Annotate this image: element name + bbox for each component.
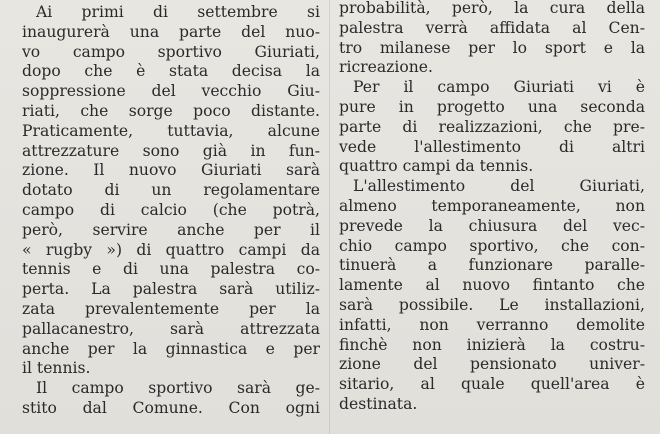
text-line: probabilità, però, la cura della (339, 0, 645, 17)
text-line: però, servire anche per il (22, 220, 320, 239)
text-line: vo campo sportivo Giuriati, (22, 42, 320, 61)
text-line: parte di realizzazioni, che pre- (339, 117, 645, 136)
text-line: sarà possibile. Le installazioni, (339, 295, 645, 314)
text-line: pure in progetto una seconda (339, 97, 645, 116)
text-line: vede l'allestimento di altri (339, 137, 645, 156)
text-line: Per il campo Giuriati vi è (353, 78, 645, 97)
text-line: quattro campi da tennis. (339, 157, 534, 176)
text-line: pallacanestro, sarà attrezzata (22, 319, 320, 338)
text-line: anche per la ginnastica e per (22, 339, 320, 358)
text-line: zione. Il nuovo Giuriati sarà (22, 161, 320, 180)
text-line: lamente al nuovo fintanto che (339, 276, 645, 295)
text-line: ricreazione. (339, 58, 433, 77)
text-line: perta. La palestra sarà utiliz- (22, 280, 320, 299)
paragraph (22, 3, 320, 379)
text-line: zione del pensionato univer- (339, 355, 645, 374)
text-line: tennis e di una palestra co- (22, 260, 320, 279)
text-line: infatti, non verranno demolite (339, 315, 645, 334)
text-line: almeno temporaneamente, non (339, 196, 645, 215)
article-column-left (22, 0, 320, 419)
text-line: Il campo sportivo sarà ge- (36, 379, 320, 398)
text-line: stito dal Comune. Con ogni (22, 398, 320, 417)
paragraph (22, 379, 320, 419)
text-line: chio campo sportivo, che con- (339, 236, 645, 255)
text-line: zata prevalentemente per la (22, 299, 320, 318)
text-line: « rugby ») di quattro campi da (22, 240, 320, 259)
paragraph (339, 78, 645, 177)
text-line: finchè non inizierà la costru- (339, 335, 645, 354)
text-line: inaugurerà una parte del nuo- (22, 22, 320, 41)
text-line: riati, che sorge poco distante. (22, 101, 320, 120)
paragraph (339, 177, 645, 415)
text-line: dotato di un regolamentare (22, 181, 320, 200)
text-line: dopo che è stata decisa la (22, 62, 320, 81)
text-line: attrezzature sono già in fun- (22, 141, 320, 160)
text-line: tro milanese per lo sport e la (339, 38, 645, 57)
text-line: destinata. (339, 394, 418, 413)
paragraph (339, 0, 645, 78)
text-line: prevede la chiusura del vec- (339, 216, 645, 235)
text-line: sitario, al quale quell'area è (339, 375, 645, 394)
text-line: palestra verrà affidata al Cen- (339, 18, 645, 37)
text-line: campo di calcio (che potrà, (22, 200, 320, 219)
text-line: soppressione del vecchio Giu- (22, 82, 320, 101)
column-gutter (329, 0, 330, 434)
text-line: Ai primi di settembre si (36, 3, 320, 21)
text-line: tinuerà a funzionare paralle- (339, 256, 645, 275)
article-column-right (339, 0, 645, 415)
text-line: il tennis. (22, 359, 91, 378)
text-line: L'allestimento del Giuriati, (353, 177, 645, 196)
text-line: Praticamente, tuttavia, alcune (22, 121, 320, 140)
